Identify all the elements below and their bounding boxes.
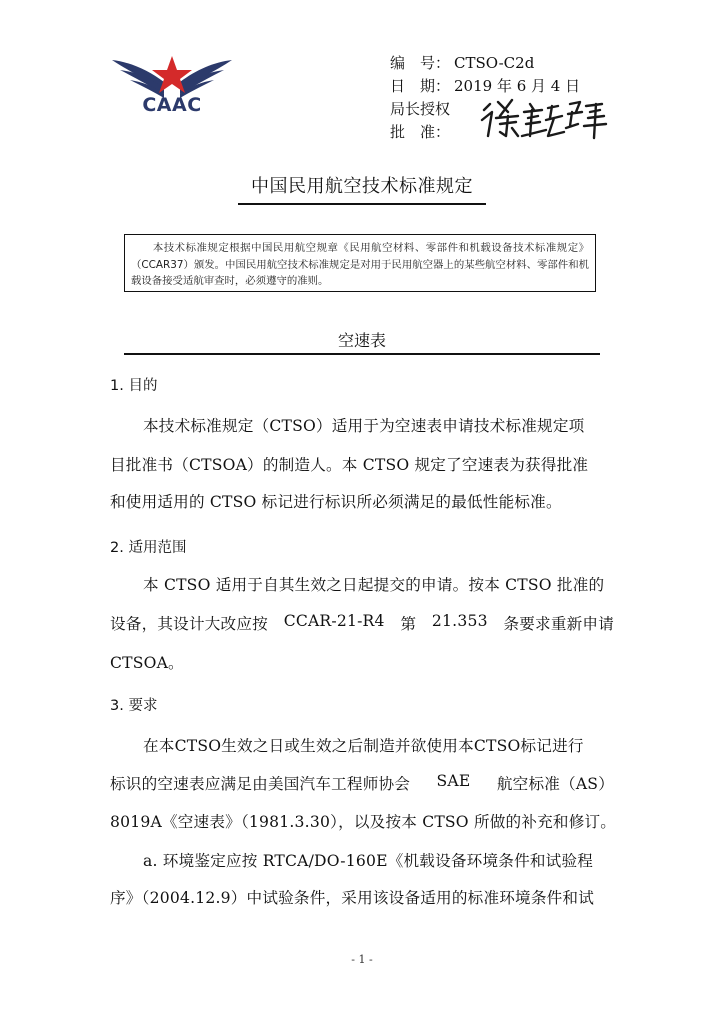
section-3-heading: 3. 要求 [110,698,158,714]
title-underline [238,203,486,205]
subject-heading: 空速表 [337,331,386,350]
subject-underline [124,353,600,355]
authorized-label: 局长授权 [390,100,451,118]
meta-number-row: 编 号： CTSO-C2d [390,52,580,75]
paragraph-line: 本 CTSO 适用于自其生效之日起提交的申请。按本 CTSO 批准的 [143,576,605,594]
paragraph-line: 设备，其设计大改应按 CCAR-21-R4 第 21.353 条要求重新申请 [110,612,614,633]
section-1-heading: 1. 目的 [110,378,158,394]
paragraph-line: CTSOA。 [110,654,184,672]
paragraph-line: a. 环境鉴定应按 RTCA/DO-160E《机载设备环境条件和试验程 [143,852,594,870]
logo-text: CAAC [142,94,202,116]
meta-date-row: 日 期： 2019 年 6 月 4 日 [390,75,580,98]
paragraph-line: 和使用适用的 CTSO 标记进行标识所必须满足的最低性能标准。 [110,493,562,511]
notice-box: 本技术标准规定根据中国民用航空规章《民用航空材料、零部件和机载设备技术标准规定》（CCAR37）颁发。中国民用航空技术标准规定是对用于民用航空器上的某些航空材料、零部件和机载设备接受适航审查时，必须遵守的准则。 [124,234,596,292]
section-2-heading: 2. 适用范围 [110,540,187,556]
document-date: 2019 年 6 月 4 日 [454,77,581,95]
document-number: CTSO-C2d [454,54,535,72]
paragraph-line: 本技术标准规定（CTSO）适用于为空速表申请技术标准规定项 [143,417,585,435]
paragraph-line: 序》（2004.12.9）中试验条件，采用该设备适用的标准环境条件和试 [110,889,594,907]
paragraph-line: 标识的空速表应满足由美国汽车工程师协会 SAE 航空标准（AS） [110,772,614,793]
paragraph-line: 8019A《空速表》（1981.3.30），以及按本 CTSO 所做的补充和修订。 [110,813,617,831]
paragraph-line: 目批准书（CTSOA）的制造人。本 CTSO 规定了空速表为获得批准 [110,456,589,474]
page-title: 中国民用航空技术标准规定 [251,176,473,197]
page-number: - 1 - [351,953,373,966]
handwritten-signature-icon [478,96,610,142]
meta-approve-row: 批 准： [390,123,450,141]
paragraph-line: 在本CTSO生效之日或生效之后制造并欲使用本CTSO标记进行 [143,737,584,755]
